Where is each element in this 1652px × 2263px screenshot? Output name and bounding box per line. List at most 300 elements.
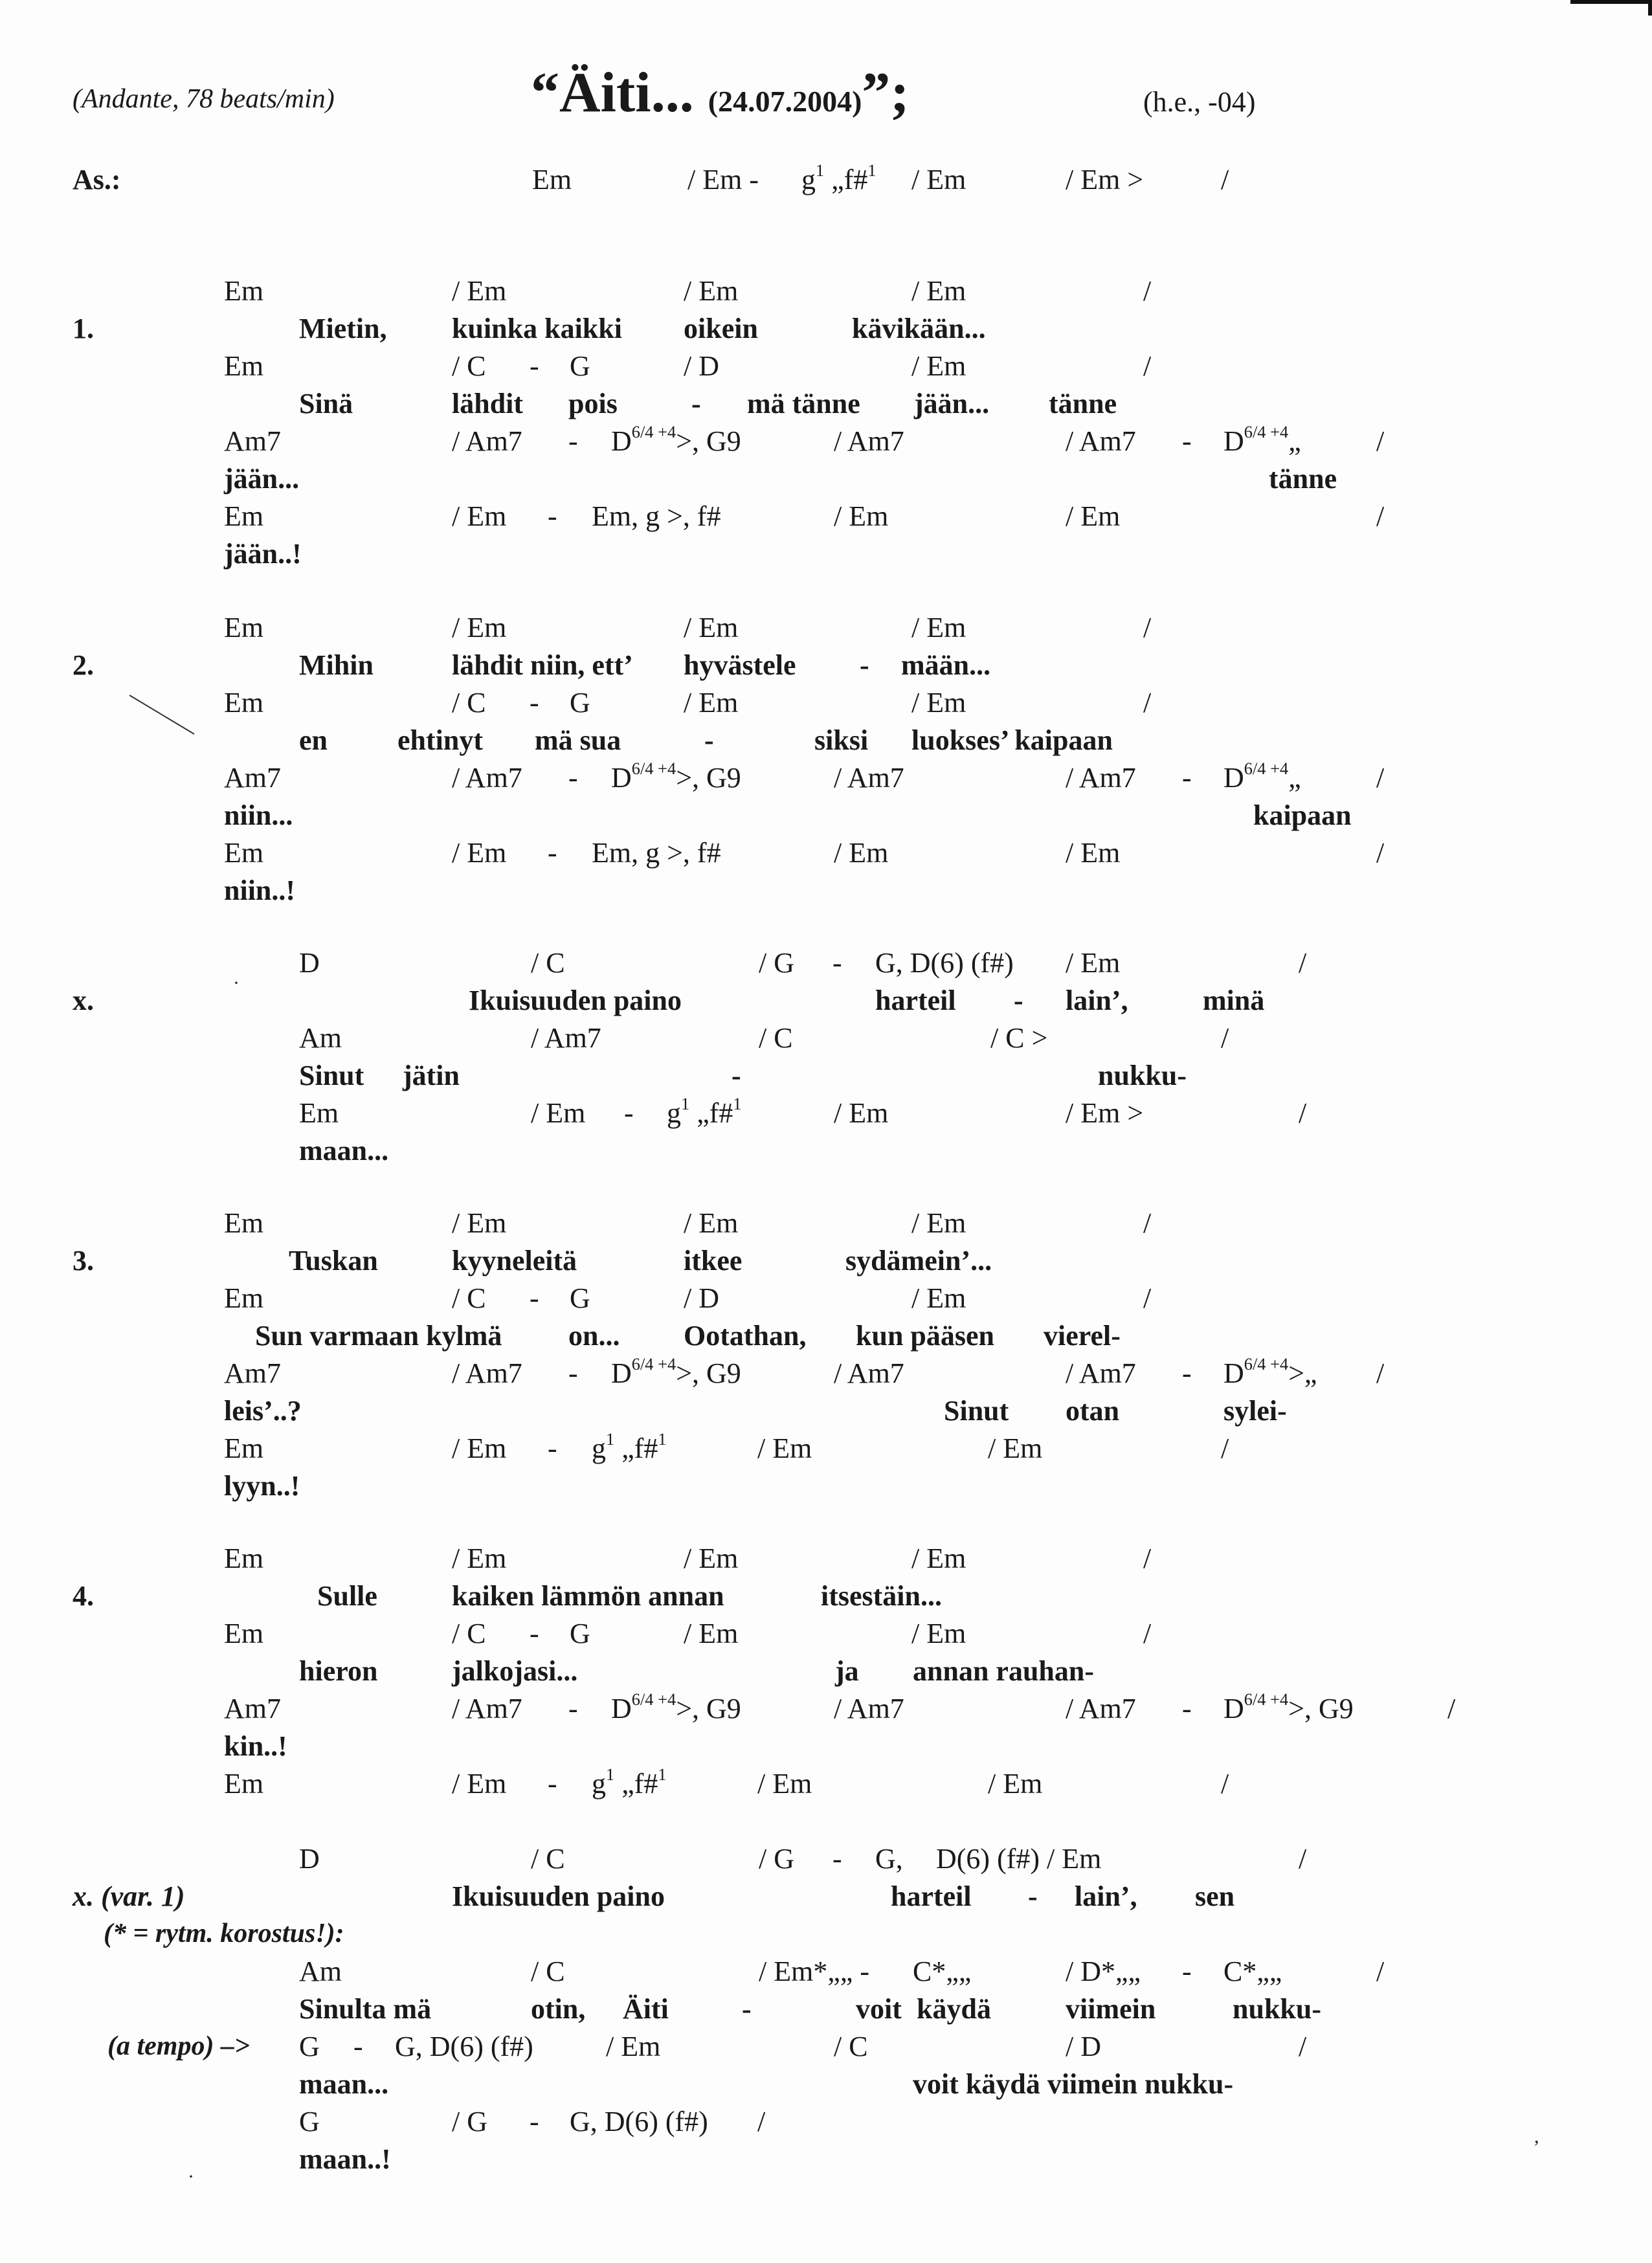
- x2-chord: G,: [875, 1843, 903, 1875]
- lyric: minä: [1203, 985, 1265, 1016]
- intro-fs: „f#: [824, 164, 868, 195]
- v1-chord: [1223, 422, 1301, 457]
- lyric: niin...: [224, 799, 293, 831]
- v3-chord: -: [568, 1357, 578, 1389]
- chord-d: D: [611, 425, 632, 457]
- intro-g: g: [801, 164, 816, 195]
- v1-chord: G: [570, 350, 590, 382]
- scan-dot: ·: [188, 2166, 194, 2187]
- lyric: kin..!: [224, 1730, 287, 1762]
- chord-tail: „: [1288, 762, 1301, 794]
- x2-chord: / Em: [606, 2031, 661, 2062]
- chord-d: D: [1223, 425, 1244, 457]
- x1-chord: / C >: [990, 1022, 1048, 1054]
- x1-chord: -: [832, 947, 842, 979]
- v4-chord: / Am7: [1066, 1693, 1136, 1724]
- v3-chord: / Am7: [452, 1357, 522, 1389]
- lyric: Ikuisuuden paino: [469, 985, 682, 1016]
- lyric: jään..!: [224, 538, 302, 570]
- x2-chord: -: [832, 1843, 842, 1875]
- v4-chord: -: [1182, 1693, 1192, 1724]
- chord-fs: „f#: [614, 1432, 658, 1464]
- v3-chord: [592, 1429, 667, 1464]
- v1-chord: / Am7: [452, 425, 522, 457]
- v3-chord: G: [570, 1282, 590, 1314]
- lyric: ehtinyt: [397, 724, 483, 756]
- x1-chord: G, D(6) (f#): [875, 947, 1014, 979]
- lyric: kaipaan: [1253, 799, 1352, 831]
- v3-chord: /: [1143, 1207, 1152, 1239]
- v3-chord: / Em: [684, 1207, 739, 1239]
- lyric: maan...: [299, 1135, 389, 1166]
- lyric: siksi: [814, 724, 869, 756]
- v1-chord: Am7: [224, 425, 281, 457]
- lyric: lähdit niin, ett’: [452, 649, 633, 681]
- x2-chord: / C: [531, 1843, 565, 1875]
- x2-chord: Am: [299, 1956, 342, 1987]
- v2-chord: -: [568, 762, 578, 794]
- v4-chord: Em: [224, 1543, 264, 1574]
- v2-chord: /: [1143, 612, 1152, 643]
- v1-chord: / Em: [1066, 500, 1121, 532]
- lyric: -: [860, 649, 869, 681]
- intro-chord-3: [801, 161, 876, 195]
- lyric: kävikään...: [852, 313, 986, 344]
- v3-chord: /: [1143, 1282, 1152, 1314]
- chord-sup: 1: [606, 1765, 615, 1785]
- lyric: Sinulta mä: [299, 1993, 432, 2025]
- lyric: -: [691, 388, 701, 419]
- v2-chord: / C: [452, 687, 486, 719]
- chord-d: D: [1223, 762, 1244, 794]
- verse-number: 3.: [73, 1245, 94, 1276]
- v3-chord: Em: [224, 1282, 264, 1314]
- chord-d: D: [1223, 1357, 1244, 1389]
- chord-sup: 6/4 +4: [631, 759, 676, 779]
- lyric: Sinut: [299, 1060, 364, 1091]
- x2-chord: /: [1299, 2031, 1307, 2062]
- v1-chord: / C: [452, 350, 486, 382]
- lyric: Mihin: [299, 649, 374, 681]
- v1-chord: / Em: [834, 500, 889, 532]
- x2-chord: / Em*„„ -: [759, 1956, 870, 1987]
- v2-chord: Em: [224, 837, 264, 869]
- v4-chord: / Am7: [834, 1693, 904, 1724]
- v2-chord: / Em: [911, 687, 966, 719]
- lyric: lähdit: [452, 388, 524, 419]
- v1-chord: / Em: [911, 275, 966, 307]
- chorus-number: [73, 1882, 185, 1911]
- v1-chord: -: [548, 500, 557, 532]
- lyric: Sulle: [317, 1580, 377, 1612]
- v1-chord: Em: [224, 350, 264, 382]
- v2-chord: / Em: [911, 612, 966, 643]
- v4-chord: [592, 1765, 667, 1800]
- v3-chord: /: [1376, 1357, 1385, 1389]
- chord-sup: 6/4 +4: [1244, 422, 1289, 442]
- v2-chord: -: [548, 837, 557, 869]
- chord-sup: 6/4 +4: [631, 1689, 676, 1710]
- x2-chord: -: [530, 2106, 539, 2137]
- lyric: niin..!: [224, 875, 296, 906]
- pen-stroke-line: [129, 695, 194, 734]
- v3-chord: / C: [452, 1282, 486, 1314]
- v2-chord: Em: [224, 612, 264, 643]
- lyric: voit käydä viimein nukku-: [913, 2068, 1234, 2100]
- chord-d: D: [611, 1693, 632, 1724]
- v3-chord: [611, 1354, 741, 1389]
- v3-chord: / Em: [452, 1432, 507, 1464]
- lyric: otin,: [531, 1993, 586, 2025]
- v1-chord: / Am7: [1066, 425, 1136, 457]
- x1-chord: /: [1299, 947, 1307, 979]
- lyric: itkee: [684, 1245, 742, 1276]
- lyric: en: [299, 724, 328, 756]
- v3-chord: /: [1221, 1432, 1229, 1464]
- v3-chord: / Em: [757, 1432, 812, 1464]
- title-main: “Äiti...: [531, 61, 694, 124]
- lyric: maan...: [299, 2068, 389, 2100]
- v3-chord: -: [1182, 1357, 1192, 1389]
- lyric: viimein: [1066, 1993, 1156, 2025]
- intro-chord-6: /: [1221, 164, 1229, 195]
- v2-chord: / Am7: [834, 762, 904, 794]
- v4-chord: /: [1447, 1693, 1456, 1724]
- v4-chord: / Em: [757, 1768, 812, 1800]
- v4-chord: / Am7: [452, 1693, 522, 1724]
- v1-chord: -: [568, 425, 578, 457]
- lyric: lyyn..!: [224, 1470, 300, 1502]
- intro-chord-4: / Em: [911, 164, 966, 195]
- x2-chord: D: [299, 1843, 320, 1875]
- chord-tail: >, G9: [1288, 1693, 1354, 1724]
- x2-chord: -: [353, 2031, 363, 2062]
- intro-sup-b: 1: [867, 161, 876, 181]
- v1-chord: /: [1143, 350, 1152, 382]
- v2-chord: -: [1182, 762, 1192, 794]
- lyric: jään...: [914, 388, 990, 419]
- v2-chord: [1223, 759, 1301, 794]
- lyric: lain’,: [1066, 985, 1128, 1016]
- lyric: hyvästele: [684, 649, 796, 681]
- chord-sup: 1: [733, 1094, 742, 1114]
- v4-chord: [1223, 1689, 1354, 1724]
- lyric: Ikuisuuden paino: [452, 1880, 665, 1912]
- v2-chord: /: [1143, 687, 1152, 719]
- x2-chord: C*„„: [913, 1956, 972, 1987]
- v4-chord: / Em: [452, 1543, 507, 1574]
- lyric: annan rauhan-: [913, 1655, 1095, 1687]
- scan-dot: ·: [233, 972, 240, 994]
- tempo-marking: (Andante, 78 beats/min): [73, 84, 335, 114]
- lyric: Mietin,: [299, 313, 387, 344]
- v1-chord: [611, 422, 741, 457]
- lyric: nukku-: [1098, 1060, 1187, 1091]
- lyric: Tuskan: [289, 1245, 378, 1276]
- v3-chord: / Am7: [1066, 1357, 1136, 1389]
- v3-chord: Am7: [224, 1357, 281, 1389]
- x2-chord: /: [1376, 1956, 1385, 1987]
- v2-chord: / Em: [1066, 837, 1121, 869]
- x1-chord: Em: [299, 1097, 339, 1129]
- chorus-label: x. (var. 1): [73, 1880, 185, 1912]
- x2-chord: / C: [531, 1956, 565, 1987]
- verse-number: 4.: [73, 1580, 94, 1612]
- scan-edge: [1570, 0, 1652, 16]
- chord-fs: „f#: [689, 1097, 733, 1129]
- v3-chord: / Am7: [834, 1357, 904, 1389]
- v1-chord: -: [1182, 425, 1192, 457]
- chord-sup: 6/4 +4: [631, 1354, 676, 1374]
- v1-chord: / Em: [452, 275, 507, 307]
- chord-tail: >, G9: [676, 425, 741, 457]
- x2-chord: -: [1182, 1956, 1192, 1987]
- lyric: nukku-: [1233, 1993, 1322, 2025]
- lyric: Ootathan,: [684, 1320, 807, 1352]
- chord-d: D: [611, 762, 632, 794]
- v3-chord: / Em: [911, 1282, 966, 1314]
- chord-fs: „f#: [614, 1768, 658, 1800]
- lyric: oikein: [684, 313, 758, 344]
- lyric: -: [704, 724, 714, 756]
- x2-chord: /: [757, 2106, 766, 2137]
- lyric: itsestäin...: [821, 1580, 942, 1612]
- chorus-number: x.: [73, 985, 94, 1016]
- chord-g: g: [592, 1768, 606, 1800]
- v4-chord: -: [548, 1768, 557, 1800]
- x1-chord: / Em: [1066, 947, 1121, 979]
- chord-g: g: [592, 1432, 606, 1464]
- v4-chord: /: [1143, 1618, 1152, 1649]
- chord-sup: 1: [606, 1429, 615, 1449]
- v3-chord: / D: [684, 1282, 719, 1314]
- chord-tail: >, G9: [676, 762, 741, 794]
- lyric: kyyneleitä: [452, 1245, 577, 1276]
- lyric: pois: [568, 388, 618, 419]
- lyric: kuinka kaikki: [452, 313, 622, 344]
- chord-d: D: [1223, 1693, 1244, 1724]
- v3-chord: [1223, 1354, 1317, 1389]
- chord-tail: „: [1288, 425, 1301, 457]
- lyric: leis’..?: [224, 1395, 302, 1427]
- x2-chord: D(6) (f#) / Em: [936, 1843, 1102, 1875]
- v4-chord: /: [1221, 1768, 1229, 1800]
- x1-chord: / Am7: [531, 1022, 601, 1054]
- rhythm-note: (* = rytm. korostus!):: [104, 1919, 344, 1948]
- x1-chord: Am: [299, 1022, 342, 1054]
- chord-d: D: [611, 1357, 632, 1389]
- lyric: -: [1014, 985, 1023, 1016]
- v1-chord: / Am7: [834, 425, 904, 457]
- v1-chord: Em: [224, 500, 264, 532]
- lyric: jalkojasi...: [452, 1655, 578, 1687]
- x2-chord: / C: [834, 2031, 868, 2062]
- x1-chord: / C: [531, 947, 565, 979]
- lyric: -: [742, 1993, 752, 2025]
- v4-chord: / Em: [988, 1768, 1043, 1800]
- lyric: sen: [1195, 1880, 1235, 1912]
- lyric: kaiken lämmön annan: [452, 1580, 724, 1612]
- v2-chord: / Am7: [1066, 762, 1136, 794]
- v2-chord: Em: [224, 687, 264, 719]
- v4-chord: / Em: [452, 1768, 507, 1800]
- v2-chord: Am7: [224, 762, 281, 794]
- chord-sup: 6/4 +4: [1244, 1689, 1289, 1710]
- lyric: jään...: [224, 463, 300, 495]
- v1-chord: Em, g >, f#: [592, 500, 721, 532]
- lyric: tänne: [1049, 388, 1117, 419]
- lyric: Sun varmaan kylmä: [255, 1320, 502, 1352]
- v1-chord: / Em: [684, 275, 739, 307]
- v2-chord: / Am7: [452, 762, 522, 794]
- scan-dot: ,: [1534, 2126, 1539, 2147]
- intro-chord-2: / Em -: [687, 164, 759, 195]
- x1-chord: [667, 1094, 742, 1129]
- v2-chord: / Em: [452, 612, 507, 643]
- chord-sup: 1: [658, 1429, 667, 1449]
- v2-chord: / Em: [684, 687, 739, 719]
- v4-chord: / Em: [911, 1543, 966, 1574]
- v2-chord: [611, 759, 741, 794]
- v1-chord: -: [530, 350, 539, 382]
- v1-chord: /: [1143, 275, 1152, 307]
- v2-chord: /: [1376, 837, 1385, 869]
- x2-chord: G, D(6) (f#): [395, 2031, 533, 2062]
- v4-chord: Em: [224, 1618, 264, 1649]
- intro-chord-5: / Em >: [1066, 164, 1144, 195]
- lyric: vierel-: [1044, 1320, 1121, 1352]
- x2-chord: / G: [759, 1843, 794, 1875]
- lyric: -: [731, 1060, 741, 1091]
- intro-label: As.:: [73, 164, 121, 195]
- chord-sup: 6/4 +4: [1244, 759, 1289, 779]
- v4-chord: / Em: [911, 1618, 966, 1649]
- x1-chord: -: [624, 1097, 634, 1129]
- title-close: ”;: [862, 61, 910, 124]
- v2-chord: / Em: [834, 837, 889, 869]
- v4-chord: / C: [452, 1618, 486, 1649]
- lyric: harteil: [875, 985, 956, 1016]
- x1-chord: / C: [759, 1022, 793, 1054]
- v1-chord: Em: [224, 275, 264, 307]
- chord-g: g: [667, 1097, 681, 1129]
- x2-chord: /: [1299, 1843, 1307, 1875]
- x2-chord: G: [299, 2031, 320, 2062]
- v3-chord: -: [530, 1282, 539, 1314]
- lyric: sylei-: [1223, 1395, 1287, 1427]
- x2-chord: C*„„: [1223, 1956, 1282, 1987]
- chord-tail: >, G9: [676, 1693, 741, 1724]
- x2-chord: G, D(6) (f#): [570, 2106, 708, 2137]
- chord-tail: >, G9: [676, 1357, 741, 1389]
- lyric: sydämein’...: [845, 1245, 992, 1276]
- lyric: tänne: [1269, 463, 1337, 495]
- lyric: harteil: [891, 1880, 972, 1912]
- lyric: on...: [568, 1320, 620, 1352]
- lyric: mään...: [901, 649, 991, 681]
- intro-sup-a: 1: [816, 161, 825, 181]
- v4-chord: / Em: [684, 1618, 739, 1649]
- lyric: maan..!: [299, 2143, 391, 2175]
- verse-number: 2.: [73, 649, 94, 681]
- x1-chord: / Em: [834, 1097, 889, 1129]
- chord-sup: 1: [681, 1094, 690, 1114]
- v2-chord: / Em: [452, 837, 507, 869]
- v2-chord: /: [1376, 762, 1385, 794]
- lyric: luokses’ kaipaan: [911, 724, 1113, 756]
- v3-chord: / Em: [452, 1207, 507, 1239]
- lyric: voit: [856, 1993, 902, 2025]
- lyric: kun pääsen: [856, 1320, 995, 1352]
- x1-chord: / Em >: [1066, 1097, 1144, 1129]
- x2-chord: / D: [1066, 2031, 1101, 2062]
- v2-chord: / Em: [684, 612, 739, 643]
- v4-chord: -: [568, 1693, 578, 1724]
- chord-tail: >„: [1288, 1357, 1317, 1389]
- v3-chord: / Em: [911, 1207, 966, 1239]
- lyric: lain’,: [1075, 1880, 1137, 1912]
- v4-chord: Am7: [224, 1693, 281, 1724]
- v3-chord: Em: [224, 1207, 264, 1239]
- lyric: Äiti: [623, 1993, 669, 2025]
- lyric: Sinut: [944, 1395, 1009, 1427]
- x1-chord: / Em: [531, 1097, 586, 1129]
- song-title: [531, 61, 910, 124]
- verse-number: 1.: [73, 313, 94, 344]
- x1-chord: /: [1299, 1097, 1307, 1129]
- chord-sup: 1: [658, 1765, 667, 1785]
- lyric: hieron: [299, 1655, 378, 1687]
- lyric: Sinä: [299, 388, 353, 419]
- v2-chord: Em, g >, f#: [592, 837, 721, 869]
- author-note: (h.e., -04): [1143, 86, 1256, 118]
- v1-chord: / D: [684, 350, 719, 382]
- lyric: otan: [1066, 1395, 1120, 1427]
- v1-chord: /: [1376, 425, 1385, 457]
- lyric: käydä: [917, 1993, 991, 2025]
- lyric: mä sua: [535, 724, 621, 756]
- v4-chord: [611, 1689, 741, 1724]
- v4-chord: / Em: [684, 1543, 739, 1574]
- v4-chord: G: [570, 1618, 590, 1649]
- title-date: (24.07.2004): [708, 85, 862, 118]
- pen-stroke-mark: [127, 693, 198, 738]
- x1-chord: D: [299, 947, 320, 979]
- v2-chord: G: [570, 687, 590, 719]
- lyric: mä tänne: [747, 388, 860, 419]
- v3-chord: -: [548, 1432, 557, 1464]
- a-tempo-marking: (a tempo) –>: [107, 2031, 250, 2061]
- v3-chord: Em: [224, 1432, 264, 1464]
- v3-chord: / Em: [988, 1432, 1043, 1464]
- v1-chord: /: [1376, 500, 1385, 532]
- x2-chord: G: [299, 2106, 320, 2137]
- chord-sup: 6/4 +4: [631, 422, 676, 442]
- x2-chord: / G: [452, 2106, 487, 2137]
- chord-sup: 6/4 +4: [1244, 1354, 1289, 1374]
- x1-chord: / G: [759, 947, 794, 979]
- lyric: -: [1028, 1880, 1038, 1912]
- intro-chord-1: Em: [532, 164, 572, 195]
- v4-chord: -: [530, 1618, 539, 1649]
- v2-chord: -: [530, 687, 539, 719]
- x2-chord: / D*„„: [1066, 1956, 1141, 1987]
- lyric: jätin: [403, 1060, 460, 1091]
- v4-chord: /: [1143, 1543, 1152, 1574]
- x1-chord: /: [1221, 1022, 1229, 1054]
- v1-chord: / Em: [452, 500, 507, 532]
- lyric: ja: [835, 1655, 859, 1687]
